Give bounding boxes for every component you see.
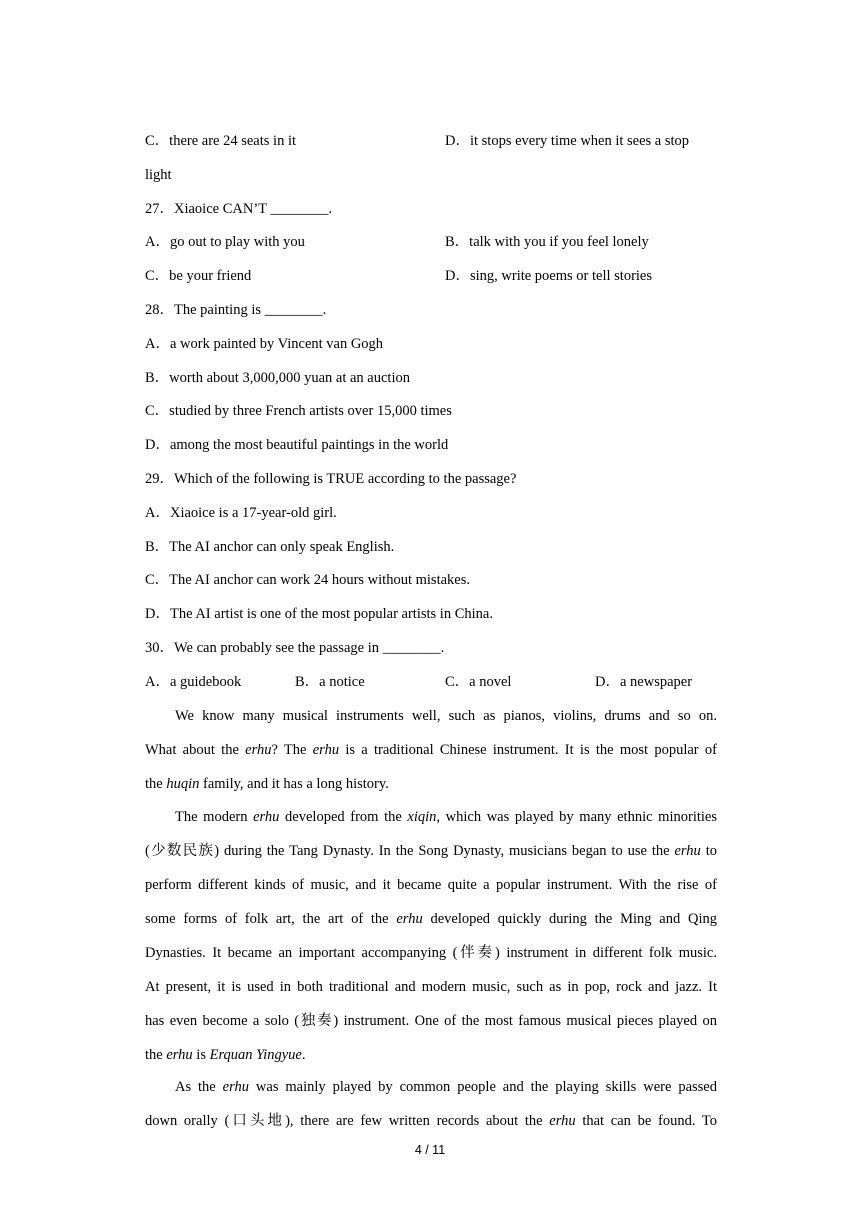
p2-line-6: At present, it is used in both traditional and modern music, such as in pop, rock and jazz. It (145, 979, 717, 995)
q28-option-b: B．worth about 3,000,000 yuan at an auction (145, 370, 410, 386)
q27-stem: 27．Xiaoice CAN’T ________. (145, 201, 332, 217)
p3-line-1: As the erhu was mainly played by common people and the playing skills were passed (175, 1079, 717, 1095)
q28-option-a: A．a work painted by Vincent van Gogh (145, 336, 384, 352)
q26-option-d: D．it stops every time when it sees a stop (445, 133, 690, 149)
q29-option-b: B．The AI anchor can only speak English. (145, 539, 395, 555)
q27-option-d: D．sing, write poems or tell stories (445, 268, 653, 284)
passage-paragraph-1 (145, 709, 717, 811)
p2-line-2: (少数民族) during the Tang Dynasty. In the Song Dynasty, musicians began to use the erhu to (145, 843, 717, 859)
q27-option-b: B．talk with you if you feel lonely (445, 234, 649, 250)
p2-line-4: some forms of folk art, the art of the erhu developed quickly during the Ming and Qing (145, 911, 717, 927)
q30-option-b: B．a notice (295, 674, 365, 690)
p1-line-1: We know many musical instruments well, such as pianos, violins, drums and so on. (175, 708, 717, 724)
p2-line-1: The modern erhu developed from the xiqin, which was played by many ethnic minorities (175, 809, 717, 825)
p2-line-5: Dynasties. It became an important accompanying (伴奏) instrument in different folk music. (145, 945, 717, 961)
q30-option-c: C．a novel (445, 674, 512, 690)
q29-option-d: D．The AI artist is one of the most popular artists in China. (145, 606, 493, 622)
q27-option-c: C．be your friend (145, 268, 252, 284)
p1-line-3: the huqin family, and it has a long history. (145, 776, 389, 792)
passage-paragraph-3 (145, 1080, 717, 1148)
p2-line-8: the erhu is Erquan Yingyue. (145, 1047, 306, 1063)
q26-option-c: C．there are 24 seats in it (145, 133, 296, 149)
q29-stem: 29．Which of the following is TRUE according to the passage? (145, 471, 517, 487)
passage-paragraph-2 (145, 810, 717, 1082)
p1-line-2: What about the erhu? The erhu is a traditional Chinese instrument. It is the most popular of (145, 742, 717, 758)
q28-stem: 28．The painting is ________. (145, 302, 327, 318)
q28-option-d: D．among the most beautiful paintings in the world (145, 437, 449, 453)
q29-option-c: C．The AI anchor can work 24 hours without mistakes. (145, 572, 470, 588)
q29-option-a: A．Xiaoice is a 17-year-old girl. (145, 505, 337, 521)
p3-line-2: down orally (口头地), there are few written records about the erhu that can be found. To (145, 1113, 717, 1129)
q26-option-d-continued: light (145, 167, 172, 183)
p2-line-7: has even become a solo (独奏) instrument. One of the most famous musical pieces played on (145, 1013, 717, 1029)
p2-line-3: perform different kinds of music, and it became quite a popular instrument. With the rise of (145, 877, 717, 893)
page-number: 4 / 11 (414, 1143, 446, 1157)
q30-stem: 30．We can probably see the passage in ________. (145, 640, 445, 656)
q30-option-a: A．a guidebook (145, 674, 242, 690)
q30-option-d: D．a newspaper (595, 674, 693, 690)
q27-option-a: A．go out to play with you (145, 234, 305, 250)
q28-option-c: C．studied by three French artists over 15,000 times (145, 403, 452, 419)
